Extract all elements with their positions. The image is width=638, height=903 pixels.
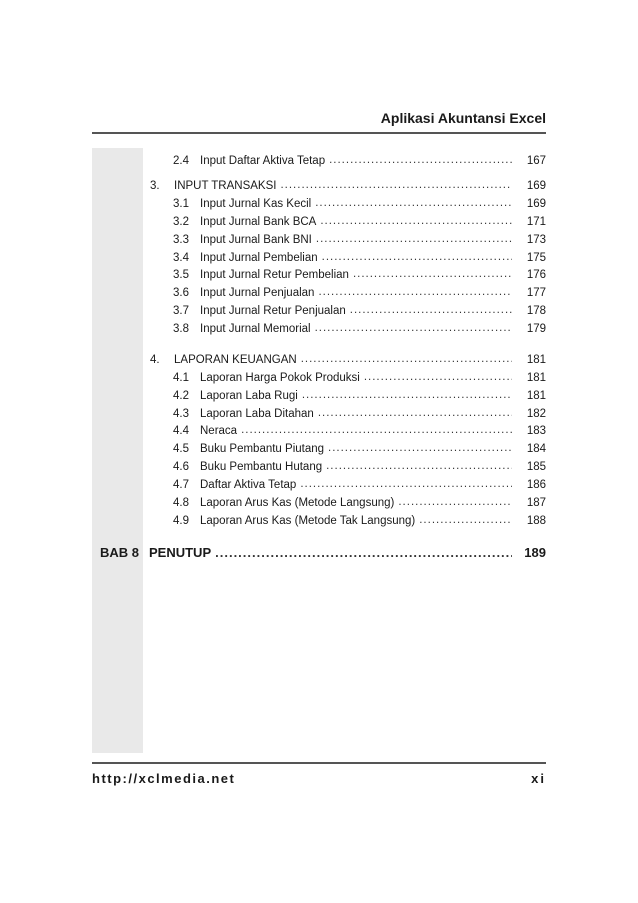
toc-entry[interactable] [173,320,546,337]
toc-entry[interactable] [173,284,546,301]
toc-entry[interactable] [173,231,546,248]
toc-entry-title: PENUTUP [149,545,212,560]
toc-entry-page-number: 186 [526,478,546,491]
toc-entry-number: 3.1 [173,197,189,210]
toc-entry-number: 3.8 [173,322,189,335]
toc-entry[interactable] [173,494,546,511]
toc-entry-number: 4.4 [173,424,189,437]
toc-leader-dots [280,180,512,192]
toc-entry[interactable] [173,476,546,493]
toc-entry-page-number: 181 [526,371,546,384]
toc-entry-title: Input Jurnal Pembelian [200,251,318,264]
toc-entry-title: Laporan Harga Pokok Produksi [200,371,360,384]
toc-entry-number: 4.5 [173,442,189,455]
toc-entry[interactable] [173,152,546,169]
toc-entry-title: Input Jurnal Retur Penjualan [200,304,346,317]
toc-entry[interactable] [150,177,546,194]
toc-entry[interactable] [173,387,546,404]
toc-entry-page-number: 182 [526,407,546,420]
toc-entry[interactable] [173,405,546,422]
toc-entry[interactable] [173,195,546,212]
toc-entry-page-number: 169 [526,179,546,192]
toc-entry-title: Laporan Arus Kas (Metode Tak Langsung) [200,514,416,527]
toc-entry-title: LAPORAN KEUANGAN [174,353,297,366]
toc-entry-title: Input Jurnal Retur Pembelian [200,268,349,281]
toc-leader-dots [315,198,512,210]
toc-leader-dots [320,216,512,228]
toc-entry-page-number: 187 [526,496,546,509]
toc-entry[interactable] [173,369,546,386]
toc-entry-title: Laporan Laba Rugi [200,389,298,402]
toc-leader-dots [241,425,512,437]
toc-entry-page-number: 183 [526,424,546,437]
book-title: Aplikasi Akuntansi Excel [380,110,546,126]
toc-leader-dots [419,515,512,527]
toc-entry-title: Input Jurnal Bank BNI [200,233,312,246]
footer-page-number: xi [531,771,546,786]
toc-entry-number: 4. [150,353,160,366]
toc-entry[interactable] [173,249,546,266]
toc-entry-page-number: 167 [526,154,546,167]
toc-leader-dots [315,323,512,335]
toc-entry-title: Input Jurnal Penjualan [200,286,315,299]
toc-entry-page-number: 175 [526,251,546,264]
toc-entry-number: 4.8 [173,496,189,509]
toc-entry[interactable] [173,266,546,283]
toc-leader-dots [301,354,512,366]
toc-entry-page-number: 184 [526,442,546,455]
toc-entry-number: 4.2 [173,389,189,402]
toc-entry-page-number: 171 [526,215,546,228]
toc-entry-number: 3. [150,179,160,192]
footer-url: http://xclmedia.net [92,771,236,786]
toc-entry-number: 3.4 [173,251,189,264]
toc-entry[interactable] [150,351,546,368]
toc-entry-title: Daftar Aktiva Tetap [200,478,297,491]
toc-leader-dots [300,479,512,491]
toc-entry-title: Input Daftar Aktiva Tetap [200,154,326,167]
toc-leader-dots [398,497,512,509]
toc-entry[interactable] [173,458,546,475]
toc-entry-number: 4.6 [173,460,189,473]
toc-leader-dots [322,252,512,264]
toc-entry-title: INPUT TRANSAKSI [174,179,277,192]
toc-leader-dots [350,305,512,317]
toc-leader-dots [353,269,512,281]
toc-entry[interactable] [173,512,546,529]
toc-entry-page-number: 176 [526,268,546,281]
toc-entry-page-number: 169 [526,197,546,210]
toc-entry-title: Input Jurnal Bank BCA [200,215,317,228]
toc-leader-dots [302,390,512,402]
toc-entry-number: 2.4 [173,154,189,167]
footer-divider [92,762,546,764]
toc-entry-page-number: 185 [526,460,546,473]
toc-entry-page-number: 188 [526,514,546,527]
toc-entry-title: Input Jurnal Kas Kecil [200,197,312,210]
toc-entry-number: BAB 8 [100,545,140,560]
toc-entry-title: Neraca [200,424,238,437]
toc-entry-page-number: 181 [526,389,546,402]
toc-entry-number: 4.3 [173,407,189,420]
toc-entry[interactable] [100,544,546,561]
toc-entry-number: 4.7 [173,478,189,491]
toc-entry-title: Laporan Laba Ditahan [200,407,314,420]
toc-entry-title: Buku Pembantu Piutang [200,442,325,455]
toc-leader-dots [215,546,512,559]
toc-entry-number: 4.9 [173,514,189,527]
toc-entry-page-number: 179 [526,322,546,335]
header-divider [92,132,546,134]
toc-entry-page-number: 189 [524,545,546,560]
toc-entry[interactable] [173,422,546,439]
toc-entry-page-number: 177 [526,286,546,299]
toc-entry[interactable] [173,440,546,457]
toc-entry-number: 3.3 [173,233,189,246]
toc-entry-title: Input Jurnal Memorial [200,322,311,335]
toc-leader-dots [364,372,512,384]
toc-leader-dots [329,155,512,167]
toc-leader-dots [316,234,512,246]
toc-entry-number: 3.5 [173,268,189,281]
toc-leader-dots [318,408,512,420]
toc-entry-number: 3.6 [173,286,189,299]
toc-entry-page-number: 181 [526,353,546,366]
toc-entry-page-number: 178 [526,304,546,317]
toc-leader-dots [318,287,512,299]
toc-leader-dots [328,443,512,455]
toc-entry-title: Laporan Arus Kas (Metode Langsung) [200,496,395,509]
toc-entry-number: 3.7 [173,304,189,317]
toc-entry-number: 3.2 [173,215,189,228]
toc-entry-title: Buku Pembantu Hutang [200,460,323,473]
toc-leader-dots [326,461,512,473]
toc-entry-number: 4.1 [173,371,189,384]
toc-entry-page-number: 173 [526,233,546,246]
toc-entry[interactable] [173,213,546,230]
chapter-column-background [92,148,143,753]
toc-entry[interactable] [173,302,546,319]
